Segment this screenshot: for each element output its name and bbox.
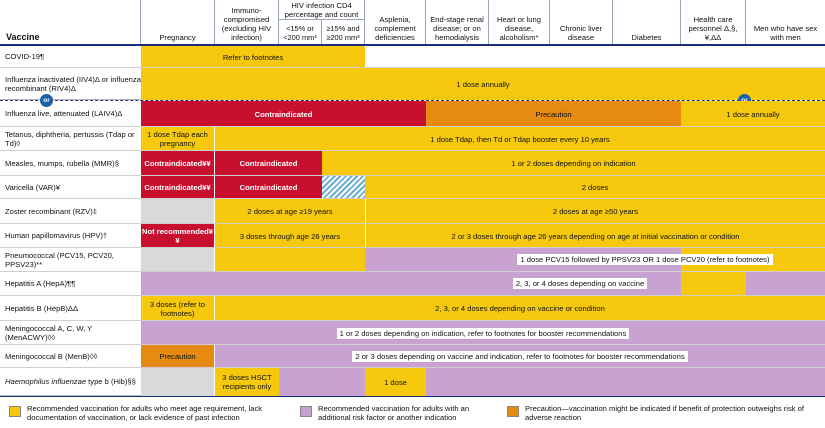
cell-hepa-label [480, 276, 680, 291]
cell-hepa-hcp [681, 272, 746, 296]
cell-var-immuno-text: Contraindicated [239, 183, 298, 192]
row-divider [0, 223, 825, 224]
cell-rzv-left [215, 199, 365, 224]
row-divider [0, 247, 825, 248]
header-hcp: Health care personnel Δ,§,¥,ΔΔ [681, 0, 746, 45]
cell-var-text: 2 doses [581, 183, 609, 192]
cell-hib-asplenia [365, 368, 426, 396]
row-label-rzv: Zoster recombinant (RZV)‡ [0, 199, 141, 224]
cell-hib-immuno [215, 368, 279, 396]
header-vaccine: Vaccine [0, 0, 141, 45]
cell-covid-blank [365, 46, 825, 68]
legend-swatch-yellow [9, 406, 21, 417]
cell-laiv-contra-text: Contraindicated [254, 109, 313, 119]
row-label-tdap: Tetanus, diphtheria, pertussis (Tdap or Td)◊ [0, 127, 141, 151]
table-bottom-rule [0, 396, 825, 397]
cell-menb-text: 2 or 3 doses depending on vaccine and indication, refer to footnotes for booster recommendations [352, 351, 687, 362]
cell-hepa-msm [746, 272, 825, 296]
cell-var-hiv-hatched [322, 176, 365, 199]
row-divider [0, 198, 825, 199]
cell-menacwy [141, 321, 825, 345]
cell-hpv-left [215, 224, 365, 248]
row-label-hepa: Hepatitis A (HepA)¶¶ [0, 272, 141, 296]
cell-pcv-label [500, 252, 790, 267]
header-liver: Chronic liver disease [550, 0, 613, 45]
header-hiv-low: <15% or <200 mm³ [279, 20, 322, 45]
cell-tdap-text: 1 dose Tdap, then Td or Tdap booster every 10 years [430, 134, 610, 144]
row-divider [0, 344, 825, 345]
header-heart-lung: Heart or lung disease, alcoholism* [489, 0, 550, 45]
cell-hpv-left-text: 3 doses through age 26 years [239, 231, 341, 241]
cell-tdap-pregnancy [141, 127, 215, 151]
cell-var-immuno [215, 176, 322, 199]
legend-swatch-purple [300, 406, 312, 417]
row-divider [0, 175, 825, 176]
row-label-pcv: Pneumococcal (PCV15, PCV20, PPSV23)** [0, 248, 141, 272]
cell-laiv-contra [141, 101, 426, 127]
cell-menb-pregnancy [141, 345, 215, 368]
header-renal: End-stage renal disease; or on hemodialysis [426, 0, 489, 45]
cell-tdap-pregnancy-text: 1 dose Tdap each pregnancy [147, 130, 208, 148]
cell-pcv-yellow-left [215, 248, 365, 272]
cell-mmr-immuno-text: Contraindicated [239, 159, 298, 168]
cell-menb-pregnancy-text: Precaution [159, 352, 196, 361]
or-badge-left: or [40, 94, 53, 107]
row-divider [0, 295, 825, 296]
cell-menb [215, 345, 825, 368]
row-label-hib-italic: Haemophilus influenzae [5, 377, 87, 386]
cell-hpv-right-text: 2 or 3 doses through age 26 years depending on age at initial vaccination or condition [451, 231, 740, 241]
cell-laiv-hcp [681, 101, 825, 127]
header-diabetes: Diabetes [613, 0, 681, 45]
cell-rzv-right [365, 199, 825, 224]
cell-laiv-hcp-text: 1 dose annually [726, 109, 780, 119]
legend-orange: Precaution—vaccination might be indicated if benefit of protection outweighs risk of adverse reaction [525, 404, 805, 422]
cell-iiv-text: 1 dose annually [456, 79, 510, 89]
row-label-hib-rest: type b (Hib)§§ [86, 377, 136, 386]
row-divider [0, 150, 825, 151]
cell-hib-immuno-text: 3 doses HSCT recipients only [222, 373, 272, 391]
cell-laiv-precaution [426, 101, 681, 127]
cell-pcv-pregnancy [141, 248, 215, 272]
cell-hpv-pregnancy [141, 224, 215, 248]
header-msm: Men who have sex with men [753, 24, 818, 42]
cell-mmr-pregnancy-text: Contraindicated¥¥ [144, 159, 211, 168]
cell-laiv-precaution-text: Precaution [535, 109, 572, 119]
cell-hib-pregnancy [141, 368, 215, 396]
cell-hepb [215, 296, 825, 321]
cell-mmr-immuno [215, 151, 322, 176]
cell-var [365, 176, 825, 199]
cell-mmr-pregnancy [141, 151, 215, 176]
row-label-iiv: Influenza inactivated (IIV4)Δ or influenza recombinant (RIV4)Δ [0, 68, 141, 100]
row-label-hepb: Hepatitis B (HepB)ΔΔ [0, 296, 141, 321]
row-divider [0, 320, 825, 321]
row-label-hib [0, 368, 141, 396]
cell-rzv-pregnancy [141, 199, 215, 224]
row-label-menb: Meningococcal B (MenB)◊◊ [0, 345, 141, 368]
cell-pcv-text: 1 dose PCV15 followed by PPSV23 OR 1 dose PCV20 (refer to footnotes) [517, 254, 772, 265]
cell-mmr-text: 1 or 2 doses depending on indication [511, 159, 636, 168]
cell-var-pregnancy [141, 176, 215, 199]
row-label-hpv: Human papillomavirus (HPV)† [0, 224, 141, 248]
header-hiv: HIV infection CD4 percentage and count [279, 0, 365, 20]
cell-hepb-text: 2, 3, or 4 doses depending on vaccine or condition [435, 304, 605, 313]
cell-tdap [215, 127, 825, 151]
cell-mmr [322, 151, 825, 176]
cell-hepa-text: 2, 3, or 4 doses depending on vaccine [513, 278, 647, 289]
legend-yellow: Recommended vaccination for adults who meet age requirement, lack documentation of vaccination, or lack evidence of past infection [27, 404, 263, 422]
legend-swatch-orange [507, 406, 519, 417]
legend-purple: Recommended vaccination for adults with an additional risk factor or another indication [318, 404, 470, 422]
cell-hepb-pregnancy-text: 3 doses (refer to footnotes) [149, 299, 206, 318]
row-label-covid: COVID-19¶ [0, 46, 141, 68]
cell-iiv [141, 68, 825, 100]
cell-covid [141, 46, 365, 68]
cell-hpv-pregnancy-text: Not recommended¥¥ [142, 227, 213, 245]
row-label-laiv: Influenza live, attenuated (LAIV4)Δ [0, 101, 141, 127]
row-label-mmr: Measles, mumps, rubella (MMR)§ [0, 151, 141, 176]
row-divider [0, 271, 825, 272]
header-immunocompromised: Immuno-compromised (excluding HIV infection) [215, 0, 279, 45]
cell-menacwy-text: 1 or 2 doses depending on indication, refer to footnotes for booster recommendations [337, 328, 630, 339]
cell-rzv-right-text: 2 doses at age ≥50 years [552, 207, 639, 216]
row-label-var: Varicella (VAR)¥ [0, 176, 141, 199]
cell-hpv-right [365, 224, 825, 248]
cell-covid-text: Refer to footnotes [222, 52, 284, 62]
cell-hepb-pregnancy [141, 296, 215, 321]
header-asplenia: Asplenia, complement deficiencies [365, 0, 426, 45]
cell-hib-asplenia-text: 1 dose [384, 377, 407, 387]
row-divider [0, 126, 825, 127]
row-divider [0, 67, 825, 68]
cell-hib-rest [426, 368, 825, 396]
header-pregnancy: Pregnancy [141, 0, 215, 45]
row-label-menacwy: Meningococcal A, C, W, Y (MenACWY)◊◊ [0, 321, 141, 345]
cell-rzv-left-text: 2 doses at age ≥19 years [247, 207, 333, 216]
header-hiv-high: ≥15% and ≥200 mm³ [322, 20, 365, 45]
row-divider [0, 367, 825, 368]
cell-var-pregnancy-text: Contraindicated¥¥ [144, 183, 211, 192]
cell-hib-hiv [279, 368, 365, 396]
